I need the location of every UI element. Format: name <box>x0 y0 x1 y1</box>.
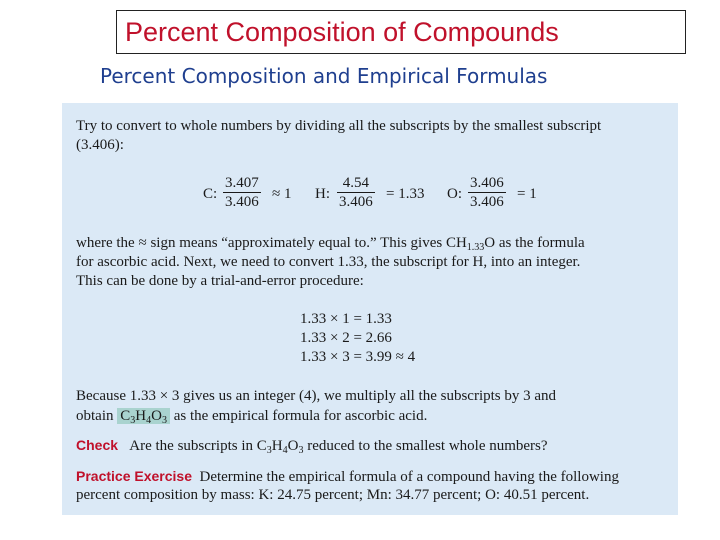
para2-line-2: for ascorbic acid. Next, we need to convert 1.33, the subscript for H, into an integer. <box>76 254 581 270</box>
para3-line-1: Because 1.33 × 3 gives us an integer (4), we multiply all the subscripts by 3 and <box>76 388 557 404</box>
practice-line-1 <box>76 467 619 487</box>
check-line: Check Are the subscripts in $C_3H_4O_3$ reduced to the smallest whole numbers? <box>76 437 548 456</box>
intro-line-2: (3.406): <box>76 137 124 153</box>
slide-subtitle: Percent Composition and Empirical Formulas <box>100 64 548 88</box>
trial-row: 1.33 × 1 = 1.33 <box>300 311 392 327</box>
para2-line-1 <box>76 234 585 253</box>
slide-title: Percent Composition of Compounds <box>116 10 686 54</box>
trial-row: 1.33 × 3 = 3.99 ≈ 4 <box>300 349 416 365</box>
ratio-o-fraction <box>468 174 506 211</box>
ratio-c-label: C: <box>203 186 218 202</box>
para2-line-3: This can be done by a trial-and-error procedure: <box>76 273 364 289</box>
ratio-h-label: H: <box>315 186 330 202</box>
check-text-pre: Are the subscripts in C <box>129 438 267 454</box>
ratio-c-numerator: 3.407 <box>225 175 259 191</box>
para2-line-1-post: O as the formula <box>484 235 585 251</box>
ratio-h-numerator: 4.54 <box>337 174 375 193</box>
para3-line-2 <box>76 407 427 426</box>
empirical-formula-highlight: $C_3H_4O_3$ <box>117 408 170 424</box>
ratio-h-result: = 1.33 <box>386 186 425 202</box>
para3-obtain: obtain <box>76 408 114 424</box>
ratio-c-fraction <box>223 174 261 211</box>
ratio-o-label: O: <box>447 186 462 202</box>
ratio-o-numerator: 3.406 <box>470 175 504 191</box>
para2-subscript: 1.33 <box>466 242 485 253</box>
para3-post: as the empirical formula for ascorbic acid. <box>173 408 428 424</box>
practice-line-2: percent composition by mass: K: 24.75 percent; Mn: 34.77 percent; O: 40.51 percent. <box>76 487 590 503</box>
ratio-h-fraction <box>337 174 375 211</box>
check-text-post: reduced to the smallest whole numbers? <box>303 438 548 454</box>
practice-label: Practice Exercise <box>76 468 192 484</box>
ratio-h-denominator: 3.406 <box>339 194 373 210</box>
ratio-o-result: = 1 <box>517 186 537 202</box>
intro-line-1: Try to convert to whole numbers by dividing all the subscripts by the smallest subscript <box>76 118 602 134</box>
trial-row: 1.33 × 2 = 2.66 <box>300 330 392 346</box>
practice-text-1: Determine the empirical formula of a compound having the following <box>199 469 619 485</box>
ratio-c-denominator: 3.406 <box>225 194 259 210</box>
ratio-o-denominator: 3.406 <box>470 194 504 210</box>
check-label: Check <box>76 437 119 453</box>
para2-line-1-pre: where the ≈ sign means “approximately equal to.” This gives CH <box>76 235 467 251</box>
ratio-c-result: ≈ 1 <box>272 186 292 202</box>
textbook-excerpt-panel <box>62 103 678 515</box>
